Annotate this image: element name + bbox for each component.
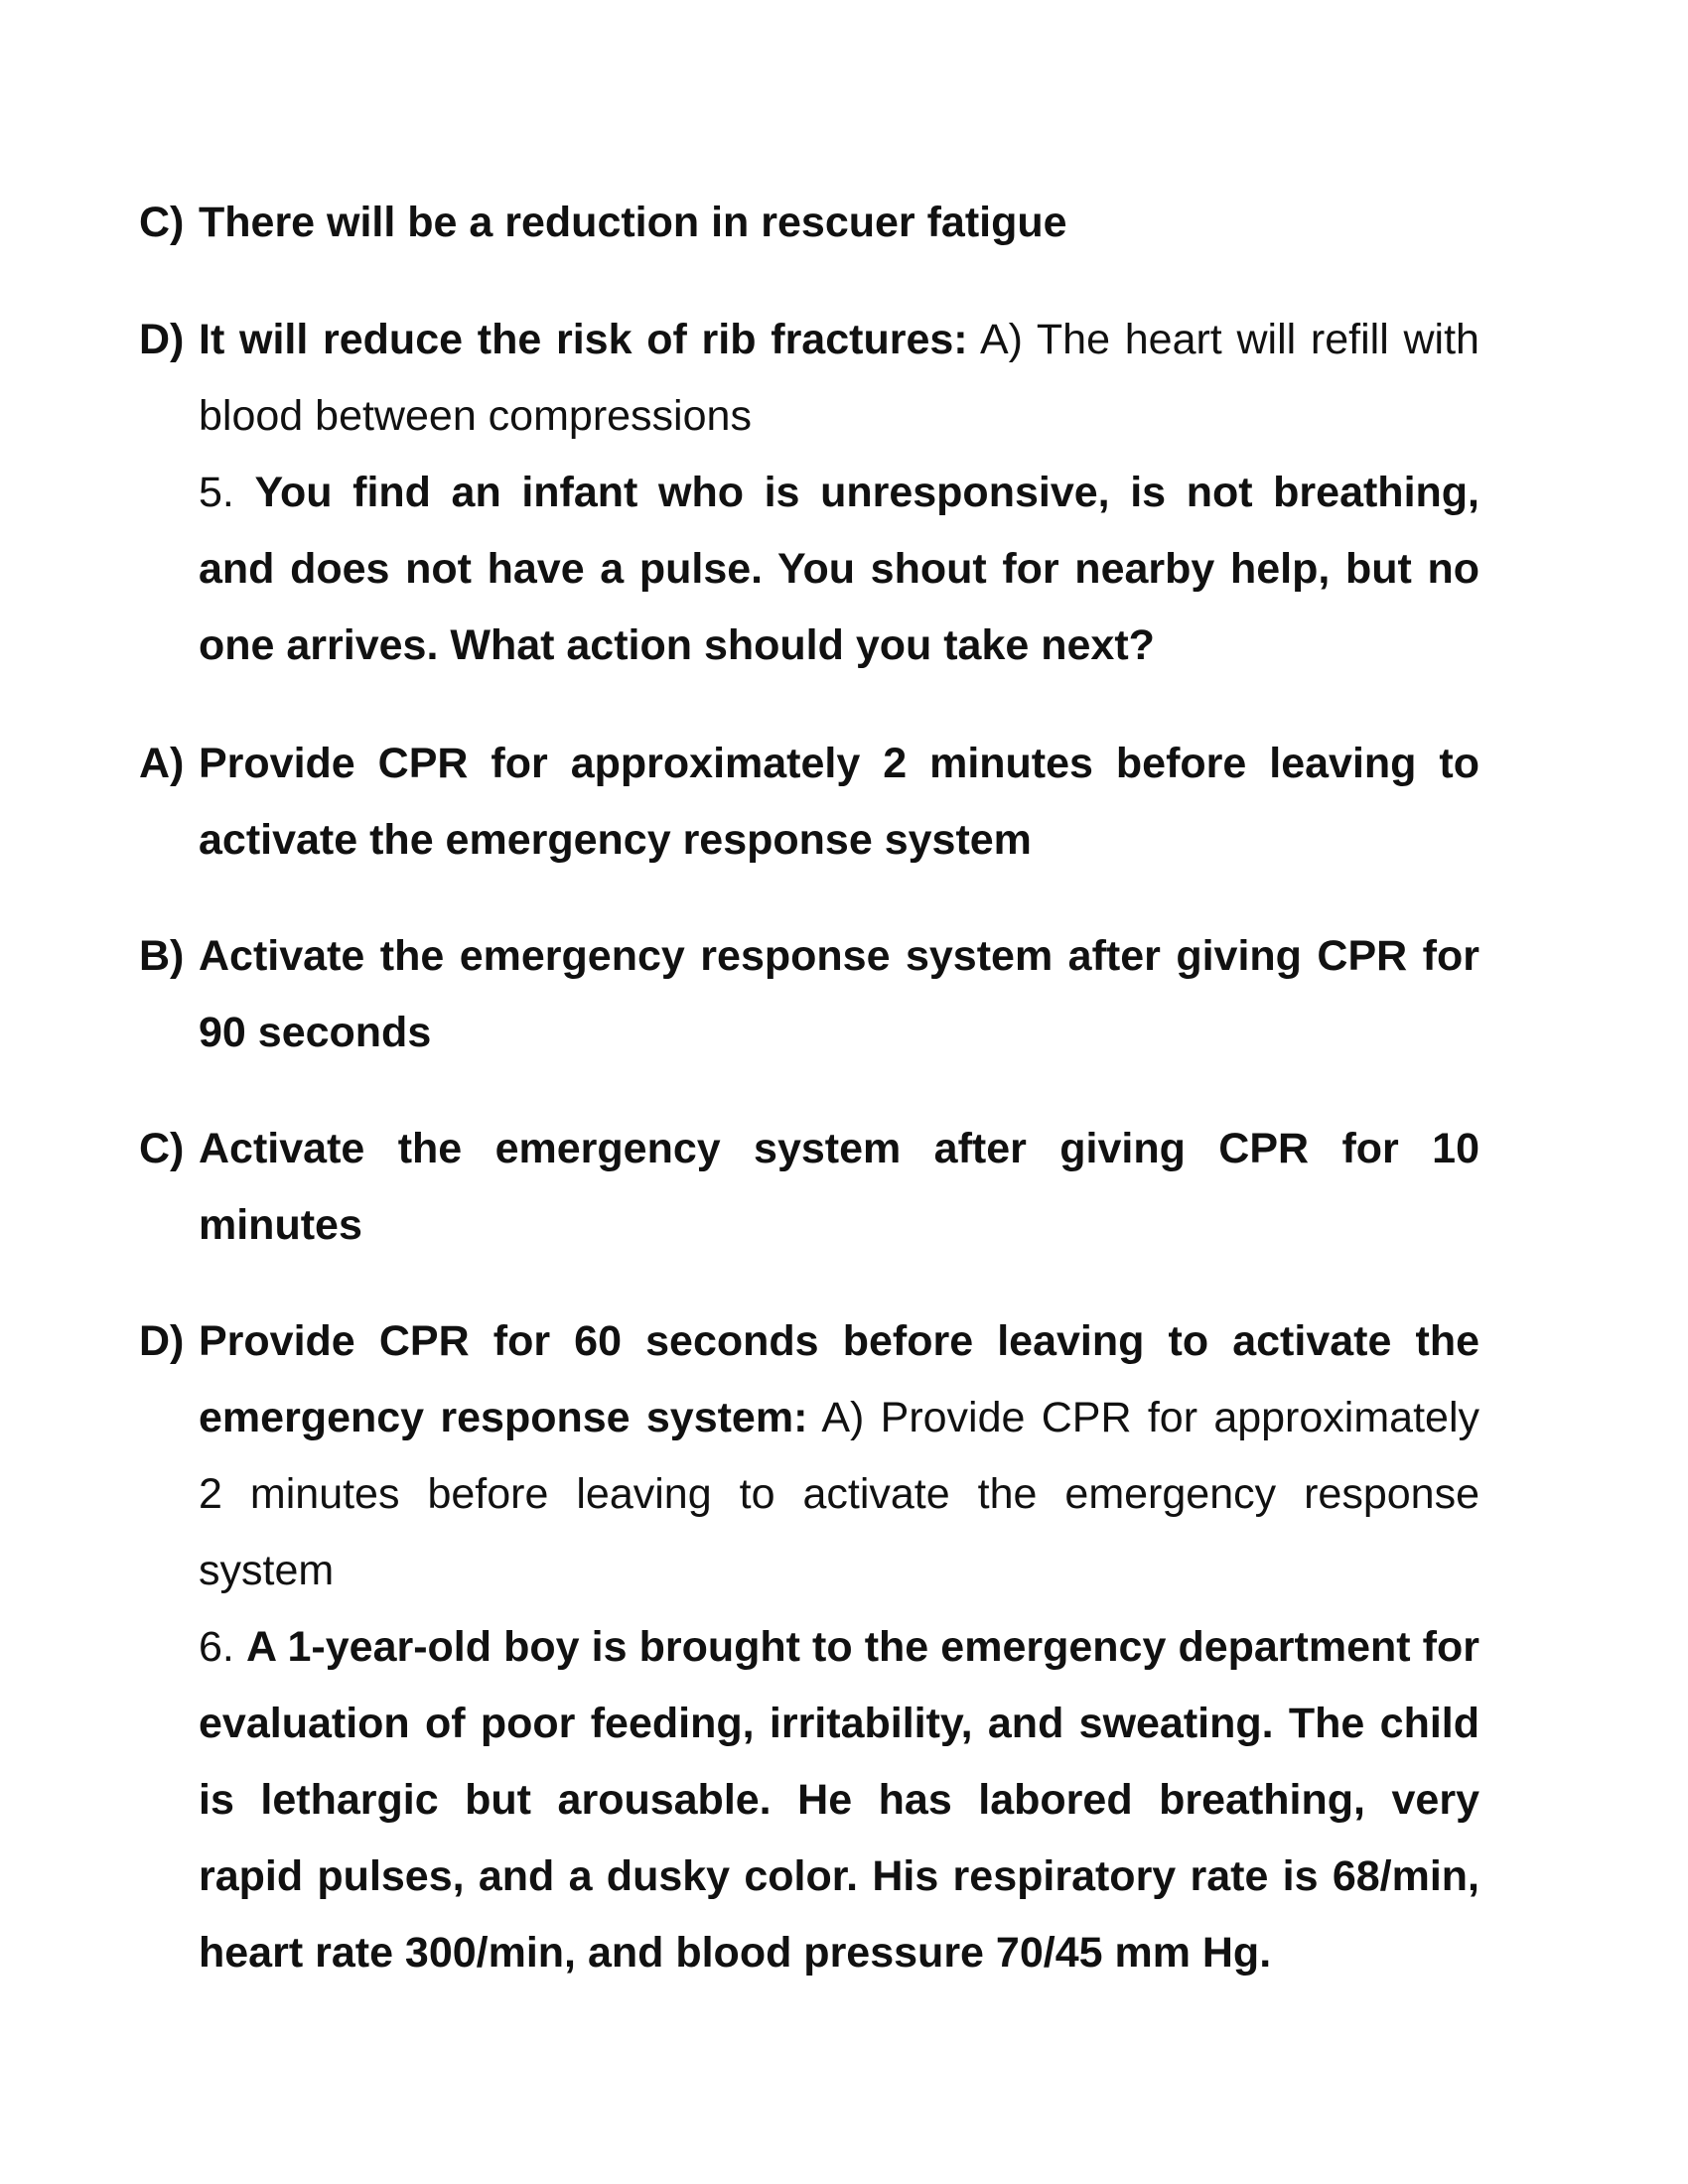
option-text-with-answer bbox=[199, 302, 1479, 455]
question-text: A 1-year-old boy is brought to the emergency department for evaluation of poor feeding, irritability, and sweating. The child is lethargic but arousable. He has labored breathing, very rapid pulses, and a dusky color. His respiratory rate is 68/min, heart rate 300/min, and blood pressure 70/45 mm Hg. bbox=[199, 1623, 1479, 1977]
option-text: It will reduce the risk of rib fractures: bbox=[199, 316, 968, 363]
answer-text: A) The heart will refill with blood between compressions bbox=[199, 316, 1479, 440]
option-c-rescuer-fatigue bbox=[139, 185, 1479, 261]
option-marker: C) bbox=[139, 1125, 185, 1172]
option-marker: D) bbox=[139, 316, 185, 363]
option-d-cpr-60-seconds bbox=[139, 1303, 1479, 1991]
option-text: Activate the emergency response system after giving CPR for 90 seconds bbox=[199, 932, 1479, 1056]
option-b-cpr-90-seconds bbox=[139, 918, 1479, 1071]
question-5 bbox=[199, 455, 1479, 684]
option-marker: A) bbox=[139, 740, 185, 787]
question-6 bbox=[199, 1609, 1479, 1991]
option-marker: C) bbox=[139, 199, 185, 246]
option-c-cpr-10-minutes bbox=[139, 1111, 1479, 1264]
option-text-with-answer bbox=[199, 1303, 1479, 1609]
question-number: 5. bbox=[199, 469, 234, 516]
option-a-cpr-2-minutes bbox=[139, 726, 1479, 879]
option-d-rib-fractures bbox=[139, 302, 1479, 684]
question-text: You find an infant who is unresponsive, is not breathing, and does not have a pulse. You shout for nearby help, but no one arrives. What action should you take next? bbox=[199, 469, 1479, 669]
option-text: There will be a reduction in rescuer fatigue bbox=[199, 199, 1067, 246]
question-number: 6. bbox=[199, 1623, 234, 1671]
option-text: Provide CPR for approximately 2 minutes before leaving to activate the emergency response system bbox=[199, 740, 1479, 864]
option-marker: D) bbox=[139, 1317, 185, 1365]
option-text: Provide CPR for 60 seconds before leaving to activate the emergency response system: bbox=[199, 1317, 1479, 1441]
option-text: Activate the emergency system after giving CPR for 10 minutes bbox=[199, 1125, 1479, 1249]
option-marker: B) bbox=[139, 932, 185, 980]
answer-text: A) Provide CPR for approximately 2 minutes before leaving to activate the emergency response system bbox=[199, 1394, 1479, 1594]
